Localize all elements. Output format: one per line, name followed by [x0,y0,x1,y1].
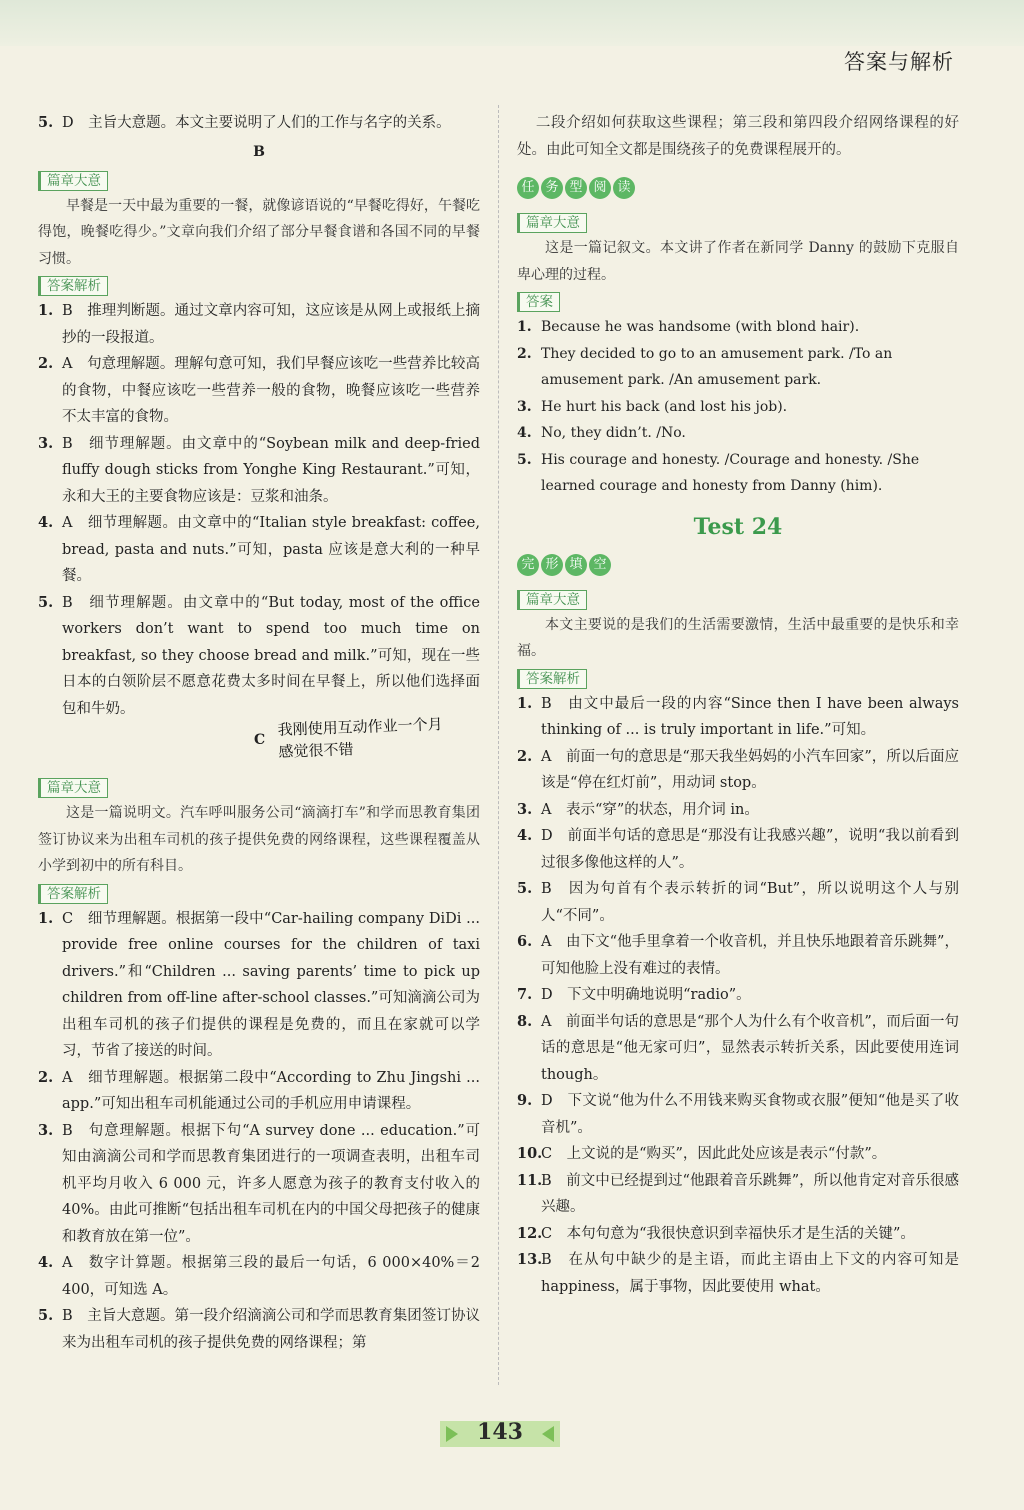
tag-summary: 篇章大意 [517,213,587,233]
answer-number: 13. [517,1251,543,1268]
section-b-label: B [253,143,265,160]
answer-number: 3. [517,800,533,818]
section-title-char: 务 [541,177,563,199]
answer-item [517,1009,959,1089]
answer-number: 12. [517,1224,543,1242]
answer-number: 8. [517,1012,533,1030]
answer-text: C 细节理解题。根据第一段中“Car-hailing company DiDi ... provide free online courses for the children of taxi drivers.”和“Children ... saving parents’ time to pick up children from off-line after-school classes.”可知滴滴公司为出租车司机的孩子们提供的课程是免费的，而且在家就可以学习，节省了接送的时间。 [62,910,480,1059]
answer-text: C 上文说的是“购买”，因此此处应该是表示“付款”。 [541,1146,887,1162]
answer-text: A 数字计算题。根据第三段的最后一句话，6 000×40%＝2 400，可知选 A。 [62,1255,480,1298]
answer-item [517,1221,959,1248]
answer-number: 6. [517,933,533,950]
answer-text: A 由下文“他手里拿着一个收音机，并且快乐地跟着音乐跳舞”，可知他脸上没有难过的表情。 [541,934,959,977]
answer-text: A 前面一句的意思是“那天我坐妈妈的小汽车回家”，所以后面应该是“停在红灯前”，用动词 stop。 [541,748,959,791]
answer-text: B 前文中已经提到过“他跟着音乐跳舞”，所以他肯定对音乐很感兴趣。 [541,1172,959,1215]
answer-item [38,1250,480,1303]
answer-text: A 前面半句话的意思是“那个人为什么有个收音机”，而后面一句话的意思是“他无家可归”，显然表示转折关系，因此要使用连词 though。 [541,1013,959,1083]
answer-number: 4. [38,1254,54,1271]
answer-number: 3. [517,398,532,415]
answer-number: 1. [38,302,54,319]
tag-analysis: 答案解析 [38,276,108,296]
answer-item [517,1168,959,1221]
continued-text: 二段介绍如何获取这些课程；第三段和第四段介绍网络课程的好处。由此可知全文都是围绕孩子的免费课程展开的。 [517,115,959,158]
answer-number: 7. [517,986,533,1003]
answer-number: 3. [38,434,54,452]
answer-item [38,431,480,511]
answer-item [38,351,480,431]
answer-item [517,1141,959,1168]
answer-number: 2. [38,355,54,372]
c-answers-list [38,906,480,1357]
section-title-char: 阅 [589,177,611,199]
answer-number: 1. [517,319,532,335]
section-c-label: C [254,732,266,748]
answer-item [517,447,959,500]
answer-text: B 细节理解题。由文章中的“Soybean milk and deep-fried fluffy dough sticks from Yonghe King Restaurant.”可知，永和大王的主要食物应该是：豆浆和油条。 [62,435,480,505]
answer-number: 5. [517,880,533,897]
section-title-char: 空 [589,554,611,576]
section-title-char: 读 [613,177,635,199]
answer-number: 2. [517,747,533,765]
left-column [38,110,480,1356]
answer-item [38,1065,480,1118]
answer-item [517,1247,959,1300]
tag-analysis: 答案解析 [38,884,108,904]
section-title-task-reading [517,177,959,199]
answer-item [38,110,480,137]
answer-item [38,298,480,351]
answer-text: B 句意理解题。根据下句“A survey done ... education.”可知由滴滴公司和学而思教育集团进行的一项调查表明，出租车司机平均月收入 6 000 元，许多人愿意为孩子的教育支付收入的 40%。由此可推断“包括出租车司机在内的中国父母把孩子的健康和教育放在第一位”。 [62,1122,480,1245]
section-title-cloze [517,554,959,576]
answer-number: 1. [517,694,533,712]
section-title-char: 完 [517,554,539,576]
answer-text: He hurt his back (and lost his job). [541,398,788,415]
tag-summary: 篇章大意 [517,590,587,610]
answer-text: A 句意理解题。理解句意可知，我们早餐应该吃一些营养比较高的食物，中餐应该吃一些营养一般的食物，晚餐应该吃一些营养不太丰富的食物。 [62,356,480,425]
answer-item [517,876,959,929]
answer-text: A 细节理解题。由文章中的“Italian style breakfast: coffee, bread, pasta and nuts.”可知，pasta 应该是意大利的一种早餐。 [62,515,480,584]
answer-text: D 前面半句话的意思是“那没有让我感兴趣”，说明“我以前看到过很多像他这样的人”。 [541,828,959,871]
answer-number: 3. [38,1121,54,1139]
summary-text: 早餐是一天中最为重要的一餐，就像谚语说的“早餐吃得好，午餐吃得饱，晚餐吃得少。”文章向我们介绍了部分早餐食谱和各国不同的早餐习惯。 [38,197,480,267]
right-column [517,110,959,1300]
task-answers-list [517,314,959,500]
handwritten-line: 我刚使用互动作业一个月 [277,715,443,739]
summary-text: 这是一篇说明文。汽车呼叫服务公司“滴滴打车”和学而思教育集团签订协议来为出租车司机的孩子提供免费的网络课程，这些课程覆盖从小学到初中的所有科目。 [38,805,480,874]
answer-text: No, they didn’t. /No. [541,425,686,441]
cloze-answers-list [517,691,959,1301]
header-title: 答案与解析 [844,50,954,74]
section-title-char: 任 [517,177,539,199]
answer-text: A 表示“穿”的状态，用介词 in。 [541,801,759,818]
answer-text: D 下文说“他为什么不用钱来购买食物或衣服”便知“他是买了收音机”。 [541,1093,959,1136]
answer-item [517,420,959,447]
answer-text: B 在从句中缺少的是主语，而此主语由上下文的内容可知是 happiness，属于事物，因此要使用 what。 [541,1252,959,1295]
answer-item [517,314,959,341]
section-c-row [38,715,480,774]
answer-item [517,691,959,744]
answer-item [38,1118,480,1251]
answer-number: 11. [517,1171,543,1189]
answer-number: 4. [517,425,532,441]
top-band [0,0,1024,46]
answer-item [517,929,959,982]
answer-text: C 本句句意为“我很快意识到幸福快乐才是生活的关键”。 [541,1225,915,1242]
answer-number: 4. [38,514,54,531]
b-answers-list [38,298,480,722]
answer-number: 9. [517,1092,533,1109]
answer-number: 4. [517,827,533,844]
answer-item [38,510,480,590]
column-divider [498,105,499,1385]
answer-item [517,823,959,876]
answer-text: They decided to go to an amusement park. /To an amusement park. /An amusement park. [541,345,893,388]
section-title-char: 填 [565,554,587,576]
answer-number: 2. [517,345,532,362]
section-title-char: 型 [565,177,587,199]
summary-text: 这是一篇记叙文。本文讲了作者在新同学 Danny 的鼓励下克服自卑心理的过程。 [517,240,959,283]
answer-text: His courage and honesty. /Courage and honesty. /She learned courage and honesty from Danny (him). [541,451,920,494]
answer-item [517,744,959,797]
section-title-char: 形 [541,554,563,576]
answer-item [517,982,959,1009]
answer-text: D 下文中明确地说明“radio”。 [541,987,751,1003]
tag-summary: 篇章大意 [38,778,108,798]
answer-number: 5. [38,1307,54,1324]
answer-number: 5. [38,114,54,131]
answer-number: 5. [517,451,532,468]
answer-item [517,341,959,394]
answer-item [38,590,480,723]
answer-item [38,1303,480,1356]
test-title: Test 24 [693,513,783,540]
answer-text: B 细节理解题。由文章中的“But today, most of the office workers don’t want to spend too much time on breakfast, so they choose bread and milk.”可知，现在一些日本的白领阶层不愿意花费太多时间在早餐上，所以他们选择面包和牛奶。 [62,594,480,717]
tag-answer: 答案 [517,292,560,312]
answer-number: 2. [38,1068,54,1086]
answer-text: B 由文中最后一段的内容“Since then I have been always thinking of ... is truly important in life.”可知。 [541,695,959,738]
tag-summary: 篇章大意 [38,171,108,191]
page-number: 143 [477,1419,523,1445]
answer-text: B 因为句首有个表示转折的词“But”，所以说明这个人与别人“不同”。 [541,881,959,924]
tag-analysis: 答案解析 [517,669,587,689]
answer-text: B 推理判断题。通过文章内容可知，这应该是从网上或报纸上摘抄的一段报道。 [62,303,480,346]
answer-text: Because he was handsome (with blond hair). [541,319,860,335]
handwritten-note [277,713,443,763]
handwritten-line: 感觉很不错 [278,740,354,761]
summary-text: 本文主要说的是我们的生活需要激情，生活中最重要的是快乐和幸福。 [517,616,959,659]
answer-number: 5. [38,593,54,611]
answer-number: 10. [517,1145,543,1162]
answer-item [517,1088,959,1141]
answer-text: A 细节理解题。根据第二段中“According to Zhu Jingshi ... app.”可知出租车司机能通过公司的手机应用申请课程。 [62,1069,480,1112]
answer-item [38,906,480,1065]
answer-text: B 主旨大意题。第一段介绍滴滴公司和学而思教育集团签订协议来为出租车司机的孩子提供免费的网络课程；第 [62,1308,480,1351]
answer-text: D 主旨大意题。本文主要说明了人们的工作与名字的关系。 [62,115,451,131]
page-number-badge [440,1417,560,1451]
answer-number: 1. [38,909,54,927]
answer-item [517,797,959,824]
answer-item [517,394,959,421]
